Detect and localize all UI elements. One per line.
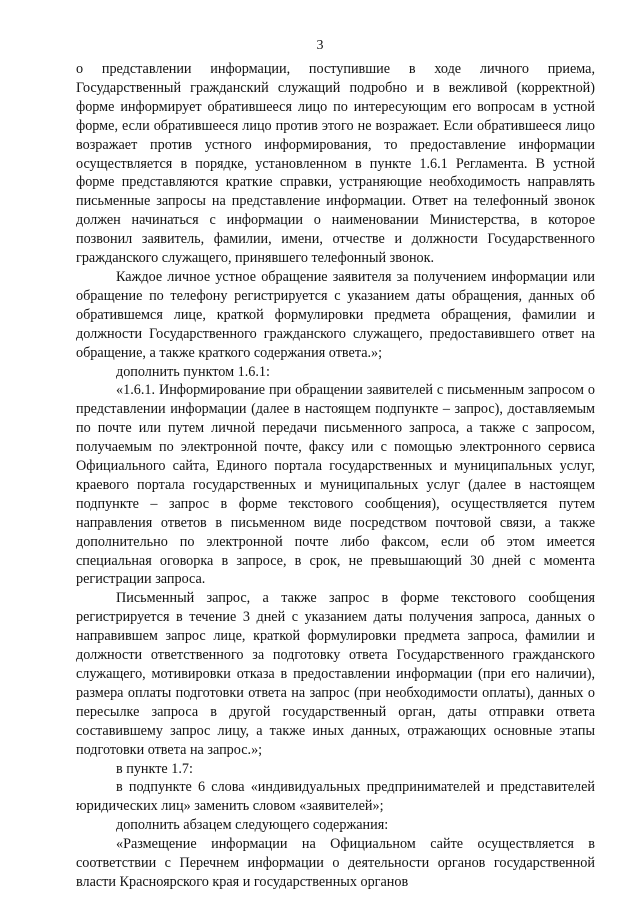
paragraph-official-site: «Размещение информации на Официальном сайте осуществляется в соответствии с Перечнем информации о деятельности органов государственной власти Красноярского края и государственных органов	[76, 836, 595, 890]
paragraph-registration-oral: Каждое личное устное обращение заявителя за получением информации или обращение по телефону регистрируется с указанием даты обращения, данных об обратившемся лице, краткой формулировки предмета обращения, фамилии и должности Государственного гражданского служащего, предоставившего ответ на обращение, а также краткого содержания ответа.»;	[76, 268, 595, 361]
paragraph-add-abstract: дополнить абзацем следующего содержания:	[116, 817, 389, 834]
page-number: 3	[316, 38, 324, 53]
document-body	[76, 60, 595, 892]
paragraph-clause-1-6-1: «1.6.1. Информирование при обращении заявителей с письменным запросом о представлении информации (далее в настоящем подпункте – запрос), доставляемым по почте или путем личной передачи письменного запроса, а также с запросом, получаемым по электронной почте, факсу или с помощью электронного сервиса Официального сайта, Единого портала государственных и муниципальных услуг, краевого портала государственных и муниципальных услуг (далее в настоящем подпункте – запрос в форме текстового сообщения), осуществляется путем направления ответов в письменном виде посредством почтовой связи, а также дополнительно по электронной почте либо факсом, если об этом имеется специальная оговорка в запросе, в срок, не превышающий 30 дней с момента регистрации запроса.	[76, 382, 595, 588]
paragraph-written-request: Письменный запрос, а также запрос в форме текстового сообщения регистрируется в течение 3 дней с указанием даты получения запроса, данных о направившем запрос лице, краткой формулировки предмета запроса, фамилии и должности ответственного за подготовку ответа Государственного гражданского служащего, мотивировки отказа в предоставлении информации (при его наличии), размера оплаты подготовки ответа на запрос (при необходимости оплаты), данных о пересылке запроса в другой государственный орган, даты отправки ответа составившему запрос лицу, а также иных данных, отражающих основные этапы подготовки ответа на запрос.»;	[76, 590, 595, 758]
paragraph-continuation: о представлении информации, поступившие в ходе личного приема, Государственный гражданский служащий подробно и в вежливой (корректной) форме информирует обратившееся лицо по интересующим его вопросам в устной форме, если обратившееся лицо против этого не возражает. Если обратившееся лицо возражает против устного информирования, то предоставление информации осуществляется в порядке, установленном в пункте 1.6.1 Регламента. В устной форме представляются краткие справки, устраняющие необходимость направлять письменные запросы на представление информации. Ответ на телефонный звонок должен начинаться с информации о наименовании Министерства, в которое позвонил заявитель, фамилии, имени, отчестве и должности Государственного гражданского служащего, принявшего телефонный звонок.	[76, 61, 595, 267]
paragraph-add-clause: дополнить пунктом 1.6.1:	[116, 363, 270, 380]
paragraph-subclause-6: в подпункте 6 слова «индивидуальных предпринимателей и представителей юридических лиц» заменить словом «заявителей»;	[76, 779, 595, 815]
paragraph-clause-1-7: в пункте 1.7:	[116, 760, 193, 777]
